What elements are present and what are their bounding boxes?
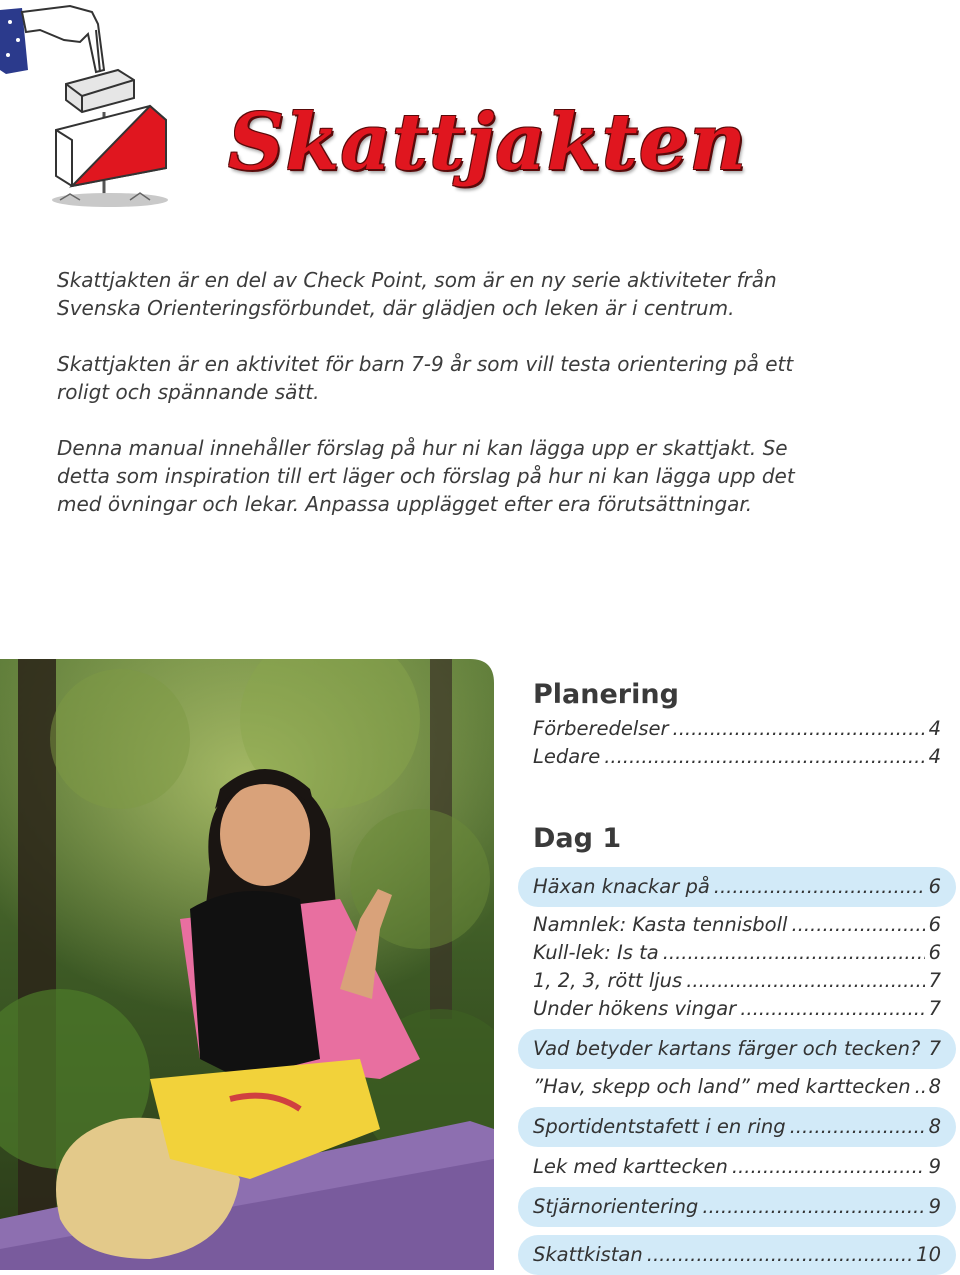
toc-item-title: Lek med karttecken (533, 1155, 728, 1178)
toc-item-title: 1, 2, 3, rött ljus (533, 969, 683, 992)
toc-item-title: Vad betyder kartans färger och tecken? (533, 1037, 921, 1060)
toc-item-title: Under hökens vingar (533, 997, 737, 1020)
toc-item-page: 9 (928, 1195, 941, 1218)
toc-item[interactable] (518, 867, 956, 907)
intro-paragraph: Skattjakten är en del av Check Point, som är en ny serie aktiviteter från Svenska Orienteringsförbundet, där glädjen och leken är i centrum. (57, 268, 777, 320)
toc-item[interactable] (518, 715, 956, 743)
toc-item[interactable] (518, 967, 956, 995)
toc-item[interactable] (518, 995, 956, 1023)
toc-item-title: ”Hav, skepp och land” med karttecken (533, 1075, 911, 1098)
orienteering-control-logo (0, 0, 175, 215)
children-forest-photo (0, 659, 494, 1270)
toc-item-title: Kull-lek: Is ta (533, 941, 659, 964)
toc-item-title: Sportidentstafett i en ring (533, 1115, 786, 1138)
toc-item[interactable] (518, 1029, 956, 1069)
toc-item-page: 6 (928, 875, 941, 898)
toc-item-page: 4 (928, 745, 941, 768)
toc-item[interactable] (518, 743, 956, 771)
toc-item-title: Förberedelser (533, 717, 669, 740)
toc-item-title: Stjärnorientering (533, 1195, 699, 1218)
toc-item-page: 8 (928, 1075, 941, 1098)
toc-item-page: 6 (928, 913, 941, 936)
toc-item-page: 7 (928, 969, 941, 992)
intro-paragraph: Skattjakten är en aktivitet för barn 7-9 år som vill testa orientering på ett roligt och spännande sätt. (57, 352, 794, 404)
page-title: Skattjakten (228, 97, 748, 188)
toc-item[interactable] (518, 1187, 956, 1227)
toc-item-page: 9 (928, 1155, 941, 1178)
toc-item-page: 10 (916, 1243, 941, 1266)
toc-item[interactable] (518, 939, 956, 967)
toc-item-page: 4 (928, 717, 941, 740)
toc-item-title: Ledare (533, 745, 601, 768)
toc-item-title: Namnlek: Kasta tennisboll (533, 913, 788, 936)
toc-item-title: Häxan knackar på (533, 875, 710, 898)
toc-item[interactable] (518, 1153, 956, 1181)
toc-item-page: 7 (928, 997, 941, 1020)
toc-heading: Planering (533, 679, 679, 710)
toc-item[interactable] (518, 1107, 956, 1147)
toc-item-page: 6 (928, 941, 941, 964)
toc-item[interactable] (518, 1235, 956, 1275)
toc-item-page: 8 (928, 1115, 941, 1138)
toc-heading: Dag 1 (533, 823, 622, 854)
toc-item[interactable] (518, 1073, 956, 1101)
intro-text (57, 266, 817, 546)
toc-item-page: 7 (928, 1037, 941, 1060)
toc-item[interactable] (518, 911, 956, 939)
intro-paragraph: Denna manual innehåller förslag på hur ni kan lägga upp er skattjakt. Se detta som inspiration till ert läger och förslag på hur ni kan lägga upp det med övningar och lekar. Anpassa upplägget efter era förutsättningar. (57, 436, 795, 516)
table-of-contents (518, 675, 956, 1275)
toc-item-title: Skattkistan (533, 1243, 643, 1266)
